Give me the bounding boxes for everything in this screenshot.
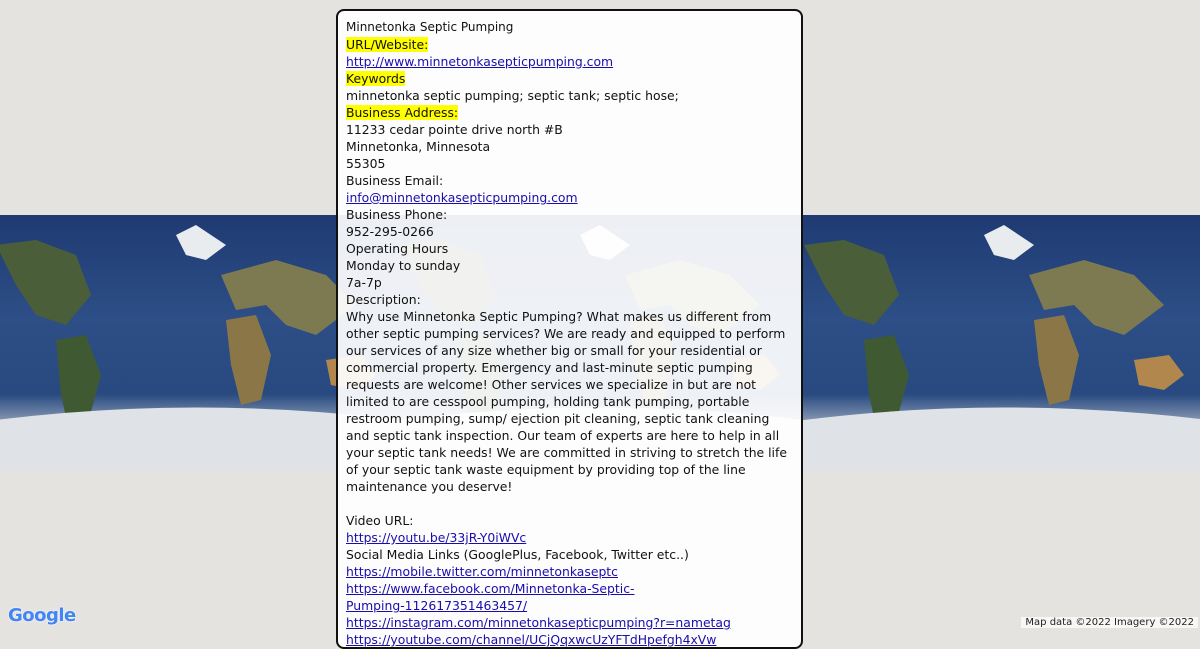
url-label: URL/Website: — [346, 37, 429, 52]
youtube-link[interactable]: https://youtube.com/channel/UCjQqxwcUzYFTdHpefgh4xVw — [346, 632, 717, 647]
social-label: Social Media Links (GooglePlus, Facebook, Twitter etc..) — [346, 547, 689, 562]
twitter-link[interactable]: https://mobile.twitter.com/minnetonkaseptc — [346, 564, 618, 579]
google-logo-text: Google — [8, 605, 76, 626]
keywords-text: minnetonka septic pumping; septic tank; septic hose; — [346, 88, 679, 103]
map-attribution[interactable]: Map data ©2022 Imagery ©2022 — [1021, 617, 1198, 628]
phone-number: 952-295-0266 — [346, 224, 434, 239]
map-tile — [804, 215, 1200, 471]
address-line1: 11233 cedar pointe drive north #B — [346, 122, 563, 137]
hours-days: Monday to sunday — [346, 258, 461, 273]
hours-time: 7a-7p — [346, 275, 382, 290]
website-link[interactable]: http://www.minnetonkasepticpumping.com — [346, 54, 614, 69]
facebook-link[interactable]: https://www.facebook.com/Minnetonka-Septic-Pumping-112617351463457/ — [346, 581, 635, 613]
email-label: Business Email: — [346, 173, 444, 188]
keywords-label: Keywords — [346, 71, 406, 86]
spacer — [346, 495, 793, 512]
phone-label: Business Phone: — [346, 207, 448, 222]
video-label: Video URL: — [346, 513, 414, 528]
description-label: Description: — [346, 292, 421, 307]
google-logo[interactable] — [8, 605, 76, 626]
address-line2: Minnetonka, Minnesota — [346, 139, 491, 154]
video-link[interactable]: https://youtu.be/33jR-Y0iWVc — [346, 530, 527, 545]
business-info-card — [336, 9, 803, 649]
instagram-link[interactable]: https://instagram.com/minnetonkasepticpumping?r=nametag — [346, 615, 731, 630]
address-label: Business Address: — [346, 105, 459, 120]
business-title: Minnetonka Septic Pumping — [346, 20, 514, 34]
email-link[interactable]: info@minnetonkasepticpumping.com — [346, 190, 578, 205]
address-zip: 55305 — [346, 156, 386, 171]
description-text: Why use Minnetonka Septic Pumping? What makes us different from other septic pumping services? We are ready and equipped to perform our services of any size whether big or small for your residential or commercial property. Emergency and last-minute septic pumping requests are welcome! Other services we specialize in but are not limited to are cesspool pumping, holding tank pumping, portable restroom pumping, sump/ ejection pit cleaning, septic tank cleaning and septic tank inspection. Our team of experts are here to help in all your septic tank needs! We are committed in striving to stretch the life of your septic tank waste equipment by providing top of the line maintenance you deserve! — [346, 309, 787, 494]
hours-label: Operating Hours — [346, 241, 449, 256]
